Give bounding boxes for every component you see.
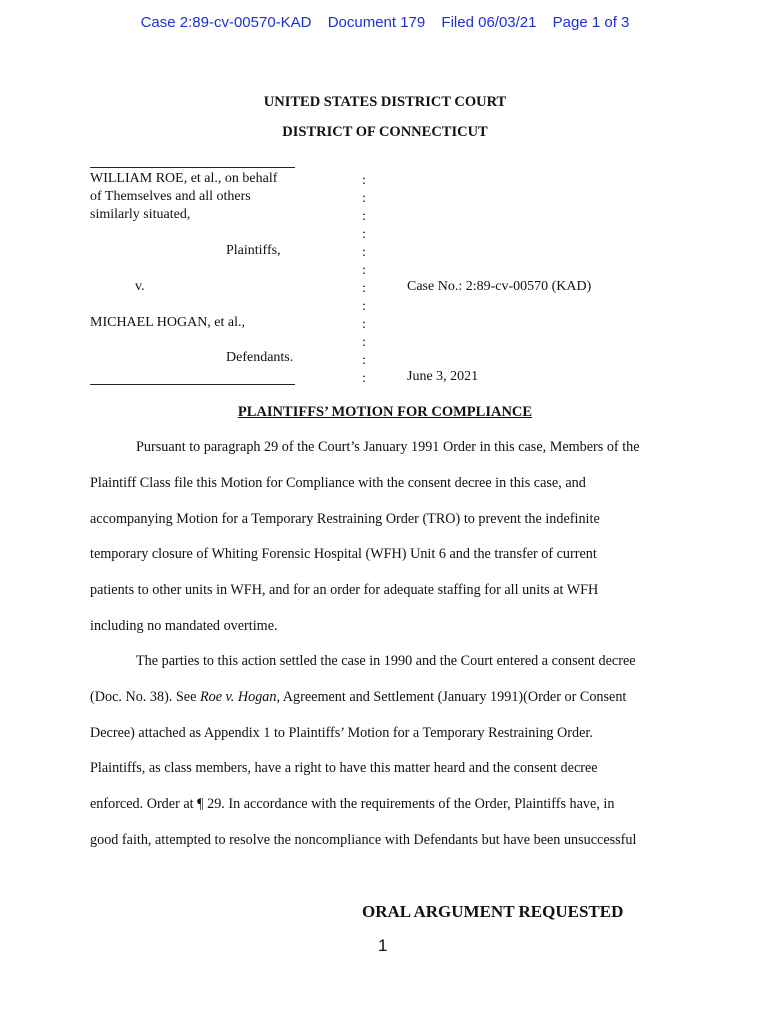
caption-colon: : [362,173,366,188]
ecf-document-number: Document 179 [327,14,426,31]
caption-colon: : [362,227,366,242]
paragraph-line: enforced. Order at ¶ 29. In accordance with the requirements of the Order, Plaintiffs have, in [90,796,615,812]
caption-colon: : [362,263,366,278]
paragraph-line: Plaintiffs, as class members, have a right to have this matter heard and the consent decree [90,760,598,776]
caption-bottom-rule [90,384,295,385]
ecf-page-count: Page 1 of 3 [552,14,630,31]
text-segment: , Agreement and Settlement (January 1991)(Order or Consent [276,689,627,705]
motion-title: PLAINTIFFS’ MOTION FOR COMPLIANCE [237,404,533,420]
page-number: 1 [378,936,388,955]
case-number: Case No.: 2:89-cv-00570 (KAD) [407,279,592,294]
oral-argument-requested: ORAL ARGUMENT REQUESTED [362,902,624,921]
defendant-name: MICHAEL HOGAN, et al., [90,315,246,330]
caption-colon: : [362,317,366,332]
paragraph-line: The parties to this action settled the case in 1990 and the Court entered a consent decree [136,653,636,669]
ecf-header [0,14,770,31]
plaintiffs-label: Plaintiffs, [226,243,281,258]
paragraph-line: accompanying Motion for a Temporary Restraining Order (TRO) to prevent the indefinite [90,511,600,527]
caption-colon: : [362,371,366,386]
defendants-label: Defendants. [226,350,294,365]
plaintiff-line: similarly situated, [90,207,191,222]
court-name: UNITED STATES DISTRICT COURT [263,94,507,110]
paragraph-line [90,689,626,706]
paragraph-line: Decree) attached as Appendix 1 to Plaintiffs’ Motion for a Temporary Restraining Order. [90,725,593,741]
court-district: DISTRICT OF CONNECTICUT [282,124,488,140]
paragraph-line: Pursuant to paragraph 29 of the Court’s January 1991 Order in this case, Members of the [136,439,640,455]
caption-colon: : [362,353,366,368]
caption-colon: : [362,245,366,260]
paragraph-line: including no mandated overtime. [90,618,278,634]
caption-colon: : [362,281,366,296]
paragraph-line: patients to other units in WFH, and for an order for adequate staffing for all units at WFH [90,582,599,598]
paragraph-line: Plaintiff Class file this Motion for Compliance with the consent decree in this case, and [90,475,586,491]
caption-top-rule [90,167,295,168]
ecf-case-number: Case 2:89-cv-00570-KAD [140,14,312,31]
caption-colon: : [362,335,366,350]
caption-colon: : [362,299,366,314]
plaintiff-line: WILLIAM ROE, et al., on behalf [90,171,278,186]
plaintiff-line: of Themselves and all others [90,189,251,204]
filing-date: June 3, 2021 [407,369,479,384]
caption-colon: : [362,191,366,206]
paragraph-line: temporary closure of Whiting Forensic Hospital (WFH) Unit 6 and the transfer of current [90,546,597,562]
ecf-filed-date: Filed 06/03/21 [441,14,537,31]
versus-label: v. [135,279,145,294]
paragraph-line: good faith, attempted to resolve the noncompliance with Defendants but have been unsuccessful [90,832,637,848]
case-citation: Roe v. Hogan [199,689,277,705]
caption-colon: : [362,209,366,224]
text-segment: (Doc. No. 38). See [90,689,200,705]
